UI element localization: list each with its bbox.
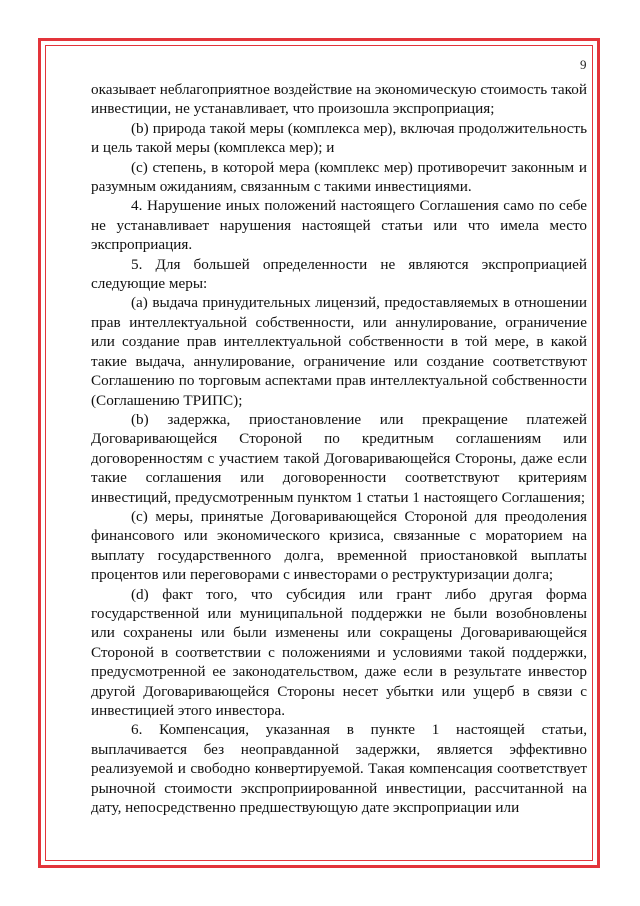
paragraph-clause-5b: (b) задержка, приостановление или прекращение платежей Договаривающейся Стороной по кредитным соглашениям или договоренностям с участием такой Договаривающейся Стороны, даже если такие соглашения или договоренности соответствуют критериям инвестиций, предусмотренным пунктом 1 статьи 1 настоящего Соглашения;: [91, 410, 587, 506]
paragraph-continuation: оказывает неблагоприятное воздействие на экономическую стоимость такой инвестиции, не устанавливает, что произошла экспроприация;: [91, 81, 587, 118]
paragraph-item-c: (c) степень, в которой мера (комплекс мер) противоречит законным и разумным ожиданиям, связанным с такими инвестициями.: [91, 158, 587, 196]
paragraph-clause-4: 4. Нарушение иных положений настоящего Соглашения само по себе не устанавливает нарушения настоящей статьи или что имела место экспроприация.: [91, 197, 587, 254]
document-body: [91, 80, 587, 817]
paragraph-clause-5c: (c) меры, принятые Договаривающейся Стороной для преодоления финансового или экономического кризиса, связанные с мораторием на выплату государственного долга, временной приостановкой выплаты процентов или переговорами с инвесторами о реструктуризации долга;: [91, 507, 587, 584]
paragraph-clause-5: 5. Для большей определенности не являются экспроприацией следующие меры:: [91, 255, 587, 293]
paragraph-item-b: (b) природа такой меры (комплекса мер), включая продолжительность и цель такой меры (комплекса мер); и: [91, 119, 587, 157]
paragraph-clause-5a: (a) выдача принудительных лицензий, предоставляемых в отношении прав интеллектуальной собственности, или аннулирование, ограничение или создание прав интеллектуальной собственности в той мере, в какой такие выдача, аннулирование, ограничение или создание соответствуют Соглашению по торговым аспектами прав интеллектуальной собственности (Соглашению ТРИПС);: [91, 294, 587, 409]
page-number: 9: [580, 57, 587, 72]
paragraph-clause-5d: (d) факт того, что субсидия или грант либо другая форма государственной или муниципальной поддержки не были возобновлены или сохранены или были изменены или сокращены Договаривающейся Стороной в соответствии с положениями и условиями такой поддержки, предусмотренной ее законодательством, даже если в результате инвестор другой Договаривающейся Стороны несет убытки или ущерб в связи с инвестицией этого инвестора.: [91, 585, 587, 719]
paragraph-clause-6: 6. Компенсация, указанная в пункте 1 настоящей статьи, выплачивается без неоправданной задержки, является эффективно реализуемой и свободно конвертируемой. Такая компенсация соответствует рыночной стоимости экспроприированной инвестиции, рассчитанной на дату, непосредственно предшествующую дате экспроприации или: [91, 721, 587, 817]
